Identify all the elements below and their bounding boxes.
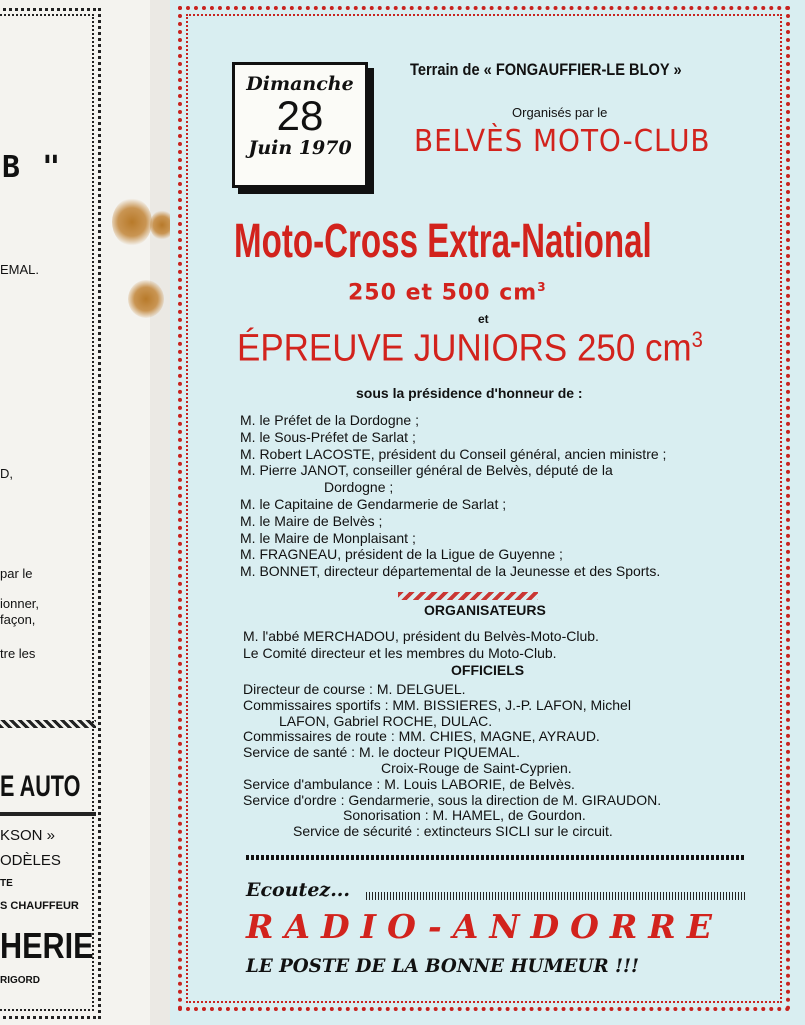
venue-title: Terrain de « FONGAUFFIER-LE BLOY »	[410, 60, 682, 79]
official-item: Commissaires sportifs : MM. BISSIERES, J.-P. LAFON, Michel	[243, 696, 631, 713]
honoree-item: M. le Sous-Préfet de Sarlat ;	[240, 428, 416, 445]
left-page-fragment	[0, 0, 150, 1025]
listen-dotted-rule	[366, 892, 746, 900]
officiels-list	[243, 682, 743, 840]
honoree-item: M. le Préfet de la Dordogne ;	[240, 412, 419, 428]
left-zigzag-divider	[0, 720, 96, 728]
left-fragment-ionner: ionner,	[0, 596, 40, 611]
left-fragment-auto: E AUTO	[0, 770, 81, 803]
organisateur-item: Le Comité directeur et les membres du Moto-Club.	[243, 644, 557, 661]
presidence-heading: sous la présidence d'honneur de :	[356, 385, 583, 401]
left-fragment-tre: tre les	[0, 646, 36, 661]
radio-andorre-title: RADIO-ANDORRE	[246, 907, 723, 946]
radio-slogan: LE POSTE DE LA BONNE HUMEUR !!!	[246, 955, 639, 977]
left-fragment-facon: façon,	[0, 612, 36, 627]
date-day: Dimanche	[246, 73, 354, 95]
official-item: Service de santé : M. le docteur PIQUEMAL.	[243, 744, 521, 761]
left-fragment-herie: HERIE	[0, 925, 94, 966]
event-classes	[348, 280, 547, 305]
official-item: Service de sécurité : extincteurs SICLI sur le circuit.	[293, 823, 613, 840]
honoree-item: M. le Maire de Monplaisant ;	[240, 529, 416, 546]
honorees-list	[240, 412, 750, 580]
left-fragment-chauffeur: S CHAUFFEUR	[0, 900, 79, 912]
wave-divider	[398, 592, 538, 600]
official-item: Commissaires de route : MM. CHIES, MAGNE, AYRAUD.	[243, 728, 600, 745]
official-item: Directeur de course : M. DELGUEL.	[243, 681, 466, 697]
honoree-item: M. le Maire de Belvès ;	[240, 512, 383, 529]
officiels-heading: OFFICIELS	[451, 662, 525, 678]
left-rule	[0, 812, 96, 816]
official-item: Sonorisation : M. HAMEL, de Gourdon.	[343, 807, 586, 824]
left-fragment-models: ODÈLES	[0, 852, 61, 869]
date-box	[232, 62, 368, 188]
event-classes-sup: 3	[537, 280, 547, 294]
organisateurs-heading: ORGANISATEURS	[424, 602, 546, 618]
organisateur-item: M. l'abbé MERCHADOU, président du Belvès-Moto-Club.	[243, 628, 599, 644]
stain	[112, 198, 152, 246]
event-classes-text: 250 et 500 cm	[348, 280, 538, 306]
left-fragment-emal: EMAL.	[0, 262, 40, 277]
left-fragment-quote: B "	[2, 150, 63, 185]
honoree-item: M. le Capitaine de Gendarmerie de Sarlat ;	[240, 495, 507, 512]
left-fragment-rigord: RIGORD	[0, 975, 40, 986]
date-month-year: Juin 1970	[248, 137, 352, 159]
date-number: 28	[276, 92, 324, 139]
official-item: Service d'ambulance : M. Louis LABORIE, de Belvès.	[243, 775, 575, 792]
left-fragment-kson: KSON »	[0, 827, 56, 844]
juniors-title	[237, 327, 703, 371]
honoree-item: M. Robert LACOSTE, président du Conseil général, ancien ministre ;	[240, 445, 667, 462]
organisateurs-list	[243, 628, 599, 661]
listen-label: Ecoutez...	[246, 879, 351, 901]
conjunction-et: et	[478, 312, 489, 326]
juniors-title-sup: 3	[691, 327, 703, 352]
honoree-item: M. FRAGNEAU, président de la Ligue de Guyenne ;	[240, 546, 563, 563]
honoree-item: M. Pierre JANOT, conseiller général de Belvès, député de la	[240, 462, 613, 479]
official-item: Service d'ordre : Gendarmerie, sous la direction de M. GIRAUDON.	[243, 791, 662, 808]
stain	[128, 280, 164, 318]
dotted-separator	[246, 855, 746, 860]
juniors-title-text: ÉPREUVE JUNIORS 250 cm	[237, 327, 692, 370]
official-item-continued: Croix-Rouge de Saint-Cyprien.	[381, 759, 572, 776]
club-name: BELVÈS MOTO-CLUB	[414, 124, 711, 159]
left-fragment-d: D,	[0, 466, 13, 481]
left-fragment-te: TE	[0, 878, 13, 889]
honoree-item: M. BONNET, directeur départemental de la Jeunesse et des Sports.	[240, 563, 661, 580]
official-item-continued: LAFON, Gabriel ROCHE, DULAC.	[279, 712, 493, 729]
honoree-item-continued: Dordogne ;	[324, 479, 394, 496]
event-title: Moto-Cross Extra-National	[234, 215, 652, 268]
organized-by-label: Organisés par le	[512, 105, 608, 120]
left-fragment-par: par le	[0, 566, 33, 581]
